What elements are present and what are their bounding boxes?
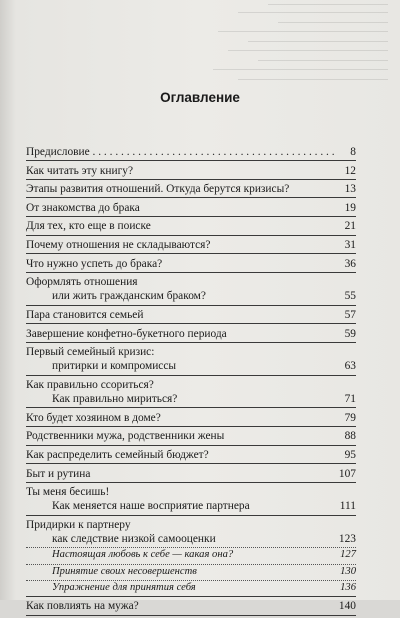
toc-entry-row: [26, 467, 356, 481]
toc-subentry-title: Как меняется наше восприятие партнера: [52, 500, 250, 513]
toc-entry-row: [26, 378, 356, 392]
toc-entry-page: 59: [344, 327, 356, 340]
toc-entry: [26, 467, 356, 483]
toc-subentry-row: [26, 499, 356, 513]
toc-subentry-row: [26, 580, 356, 595]
toc-entry: [26, 429, 356, 445]
toc-subentry-page: 127: [340, 549, 356, 561]
toc-subentry-row: [26, 532, 356, 546]
toc-entry: [26, 485, 356, 515]
toc-entry-title: Почему отношения не складываются?: [26, 238, 211, 251]
toc-subentry-title: притирки и компромиссы: [52, 360, 177, 373]
toc-entry: [26, 308, 356, 324]
toc-entry-title: Этапы развития отношений. Откуда берутся кризисы?: [26, 183, 290, 196]
toc-entry-page: 36: [344, 257, 356, 270]
toc-entry: [26, 145, 356, 161]
toc-entry: [26, 599, 356, 615]
toc-entry: [26, 201, 356, 217]
toc-entry-page: 88: [344, 430, 356, 443]
toc-entry-title: Пара становится семьей: [26, 308, 144, 321]
toc-subentry-row: [26, 289, 356, 303]
toc-entry-title: Как читать эту книгу?: [26, 164, 134, 177]
toc-subentry-row: [26, 564, 356, 579]
toc-entry: [26, 219, 356, 235]
toc-entry-page: 79: [344, 411, 356, 424]
toc-entry-title: Первый семейный кризис:: [26, 346, 155, 359]
toc-entry-page: 57: [344, 308, 356, 321]
toc-entry-title: Предисловие . . .: [26, 145, 336, 159]
toc-subentry-page: 136: [340, 581, 356, 593]
toc-entry-row: [26, 448, 356, 462]
toc-entry-row: [26, 327, 356, 341]
toc-entry-page: 21: [344, 220, 356, 233]
toc-subentry-page: 63: [344, 360, 356, 373]
toc-entry-row: [26, 485, 356, 499]
toc-entry-page: 13: [344, 183, 356, 196]
toc-subentry-page: 55: [344, 290, 356, 303]
toc-subentry-title: Принятие своих несовершенств: [52, 565, 197, 577]
toc-entry-page: 31: [344, 238, 356, 251]
toc-entry-page: 19: [344, 201, 356, 214]
toc-subentry-page: 123: [338, 533, 356, 546]
toc-entry-title: Кто будет хозяином в доме?: [26, 411, 161, 424]
toc-entry-row: [26, 145, 356, 159]
toc-subentry-row: [26, 547, 356, 562]
toc-entry-title: Родственники мужа, родственники жены: [26, 430, 225, 443]
toc-entry-row: [26, 518, 356, 532]
toc-entry-row: [26, 599, 356, 613]
toc-subentry-page: 71: [344, 393, 356, 406]
toc-subentry-title: как следствие низкой самооценки: [52, 533, 216, 546]
toc-entry: [26, 275, 356, 305]
toc-entry: [26, 257, 356, 273]
toc-subentry-title: Упражнение для принятия себя: [52, 581, 196, 593]
toc-entry-title: Быт и рутина: [26, 467, 91, 480]
table-of-contents: [26, 145, 356, 618]
toc-heading: Оглавление: [160, 90, 240, 105]
toc-entry: [26, 327, 356, 343]
toc-entry-row: [26, 257, 356, 271]
toc-entry-title: Для тех, кто еще в поиске: [26, 220, 151, 233]
toc-entry-row: [26, 164, 356, 178]
toc-entry-row: [26, 275, 356, 289]
toc-subentry-row: [26, 359, 356, 373]
toc-entry-row: [26, 411, 356, 425]
toc-subentry-row: [26, 392, 356, 406]
toc-entry-row: [26, 182, 356, 196]
toc-entry-title: Что нужно успеть до брака?: [26, 257, 163, 270]
toc-entry: [26, 238, 356, 254]
toc-entry-row: [26, 429, 356, 443]
toc-entry-row: [26, 345, 356, 359]
toc-subentry-page: 111: [339, 500, 356, 513]
toc-entry: [26, 411, 356, 427]
toc-entry-title: Как распределить семейный бюджет?: [26, 448, 209, 461]
toc-subentry-title: или жить гражданским браком?: [52, 290, 206, 303]
toc-entry-page: 8: [350, 146, 356, 158]
toc-entry-title: От знакомства до брака: [26, 201, 140, 214]
toc-entry: [26, 378, 356, 408]
toc-entry: [26, 182, 356, 198]
toc-entry-page: 12: [344, 164, 356, 177]
toc-entry-row: [26, 219, 356, 233]
toc-entry-title: Как повлиять на мужа?: [26, 600, 139, 613]
toc-entry: [26, 448, 356, 464]
toc-entry: [26, 345, 356, 375]
toc-entry-title: Придирки к партнеру: [26, 518, 131, 531]
toc-entry-title: Ты меня бесишь!: [26, 486, 110, 499]
toc-entry: [26, 164, 356, 180]
toc-entry-row: [26, 201, 356, 215]
toc-subentry-title: Настоящая любовь к себе — какая она?: [52, 549, 234, 561]
toc-entry-title: Завершение конфетно-букетного периода: [26, 327, 227, 340]
toc-entry-title: Как правильно ссориться?: [26, 378, 154, 391]
toc-entry-title: Оформлять отношения: [26, 276, 138, 289]
toc-entry-page: 107: [338, 467, 356, 480]
toc-subentry-page: 130: [340, 565, 356, 577]
toc-entry-row: [26, 238, 356, 252]
toc-entry-page: 95: [344, 448, 356, 461]
toc-entry-row: [26, 308, 356, 322]
toc-entry-page: 140: [338, 600, 356, 613]
toc-subentry-title: Как правильно мириться?: [52, 393, 178, 406]
toc-entry: [26, 518, 356, 597]
